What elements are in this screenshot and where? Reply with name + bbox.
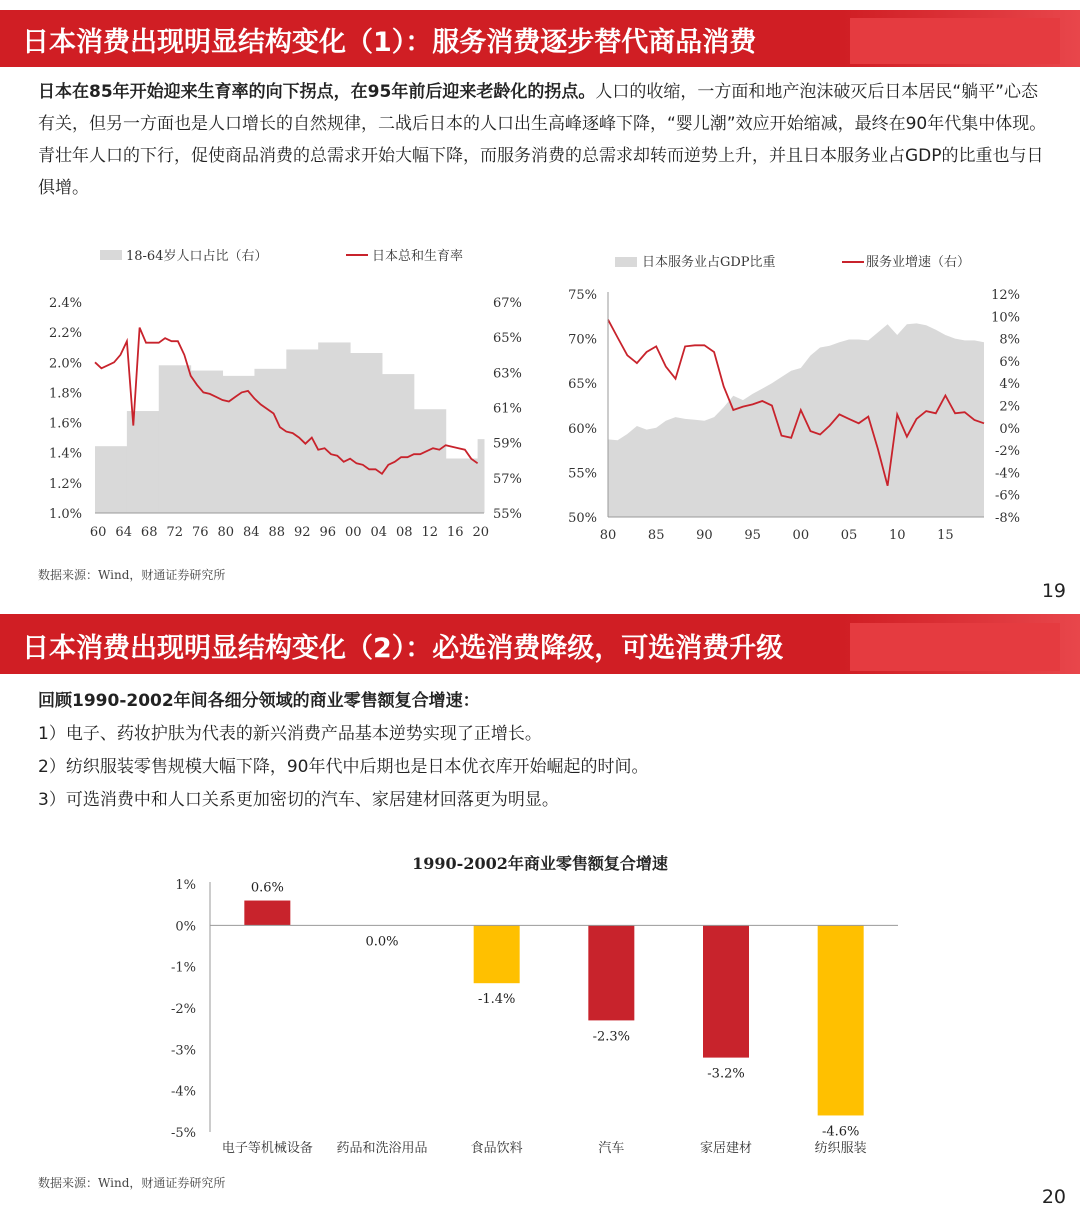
bar-5 bbox=[703, 925, 749, 1057]
y-right-tick-label: 67% bbox=[493, 296, 522, 311]
intro-rest: 人口的收缩，一方面和地产泡沫破灭后日本居民“躺平”心态有关，但另一方面也是人口增长的自然规律，二战后日本的人口出生高峰逐峰下降，“婴儿潮”效应开始缩减，最终在90年代集中体现。青壮年人口的下行，促使商品消费的总需求开始大幅下降，而服务消费的总需求却转而逆势上升，并且日本服务业占GDP的比重也与日俱增。 bbox=[38, 82, 1047, 198]
area-step-8 bbox=[350, 353, 382, 513]
slide-title: 日本消费出现明显结构变化（2）：必选消费降级，可选消费升级 bbox=[22, 633, 784, 664]
y-right-tick-label: 4% bbox=[999, 377, 1020, 393]
y-left-tick-label: 70% bbox=[568, 332, 597, 348]
y-right-tick-label: 59% bbox=[493, 436, 522, 452]
y-left-tick-label: 60% bbox=[568, 421, 597, 437]
y-left-tick-label: 2.2% bbox=[48, 326, 82, 342]
y-left-tick-label: 1.0% bbox=[48, 507, 82, 522]
point-1: 1）电子、药妆护肤为代表的新兴消费产品基本逆势实现了正增长。 bbox=[38, 724, 542, 744]
x-tick-label: 00 bbox=[792, 528, 810, 543]
y-left-tick-label: 1.6% bbox=[48, 416, 82, 432]
x-category-label: 药品和洗浴用品 bbox=[336, 1141, 428, 1156]
y-right-tick-label: 6% bbox=[999, 354, 1020, 370]
y-left-tick-label: 2.4% bbox=[48, 296, 82, 311]
y-left-tick-label: 1.4% bbox=[48, 446, 82, 462]
y-tick-label: -4% bbox=[170, 1084, 196, 1100]
y-left-tick-label: 50% bbox=[568, 511, 597, 526]
slide-header bbox=[0, 614, 1080, 674]
x-tick-label: 64 bbox=[115, 525, 132, 540]
y-left-tick-label: 65% bbox=[568, 377, 597, 393]
legend-label-line: 日本总和生育率 bbox=[372, 249, 464, 264]
area-step-11 bbox=[446, 458, 478, 513]
x-tick-label: 05 bbox=[840, 528, 858, 543]
area-step-2 bbox=[159, 365, 191, 513]
intro-paragraph bbox=[38, 76, 1048, 204]
y-tick-label: -2% bbox=[170, 1002, 196, 1017]
slide-title: 日本消费出现明显结构变化（1）：服务消费逐步替代商品消费 bbox=[22, 27, 757, 58]
slide-19 bbox=[0, 0, 1080, 606]
x-tick-label: 95 bbox=[744, 528, 761, 543]
x-tick-label: 68 bbox=[140, 525, 158, 540]
y-right-tick-label: 8% bbox=[999, 332, 1020, 348]
area-step-7 bbox=[318, 342, 350, 513]
y-left-tick-label: 1.2% bbox=[48, 476, 82, 492]
fertility-chart bbox=[0, 232, 530, 562]
source-note: 数据来源：Wind，财通证券研究所 bbox=[38, 1176, 226, 1190]
x-category-label: 电子等机械设备 bbox=[221, 1141, 313, 1156]
y-left-tick-label: 1.8% bbox=[48, 386, 82, 402]
intro-bold: 日本在85年开始迎来生育率的向下拐点，在95年前后迎来老龄化的拐点。 bbox=[38, 82, 596, 102]
area-step-6 bbox=[286, 349, 318, 513]
y-tick-label: 0% bbox=[175, 919, 196, 935]
x-tick-label: 88 bbox=[268, 525, 286, 540]
y-tick-label: 1% bbox=[175, 878, 196, 893]
population-area-series bbox=[95, 342, 485, 513]
page-number: 19 bbox=[1041, 580, 1066, 602]
x-tick-label: 10 bbox=[888, 528, 906, 543]
area-step-12 bbox=[478, 439, 485, 513]
service-share-area-series bbox=[608, 323, 984, 517]
y-right-tick-label: 0% bbox=[999, 421, 1020, 437]
point-2: 2）纺织服装零售规模大幅下降，90年代中后期也是日本优衣库开始崛起的时间。 bbox=[38, 757, 649, 777]
x-tick-label: 15 bbox=[937, 528, 954, 543]
legend-swatch-area bbox=[615, 257, 637, 267]
x-tick-label: 72 bbox=[166, 525, 183, 540]
area-step-9 bbox=[382, 374, 414, 513]
x-tick-label: 92 bbox=[293, 525, 311, 540]
bar-value-label: 0.0% bbox=[365, 934, 399, 950]
x-tick-label: 04 bbox=[370, 525, 388, 540]
x-tick-label: 00 bbox=[344, 525, 362, 540]
slide-header bbox=[0, 10, 1080, 67]
area-step-4 bbox=[223, 376, 255, 513]
chart1-legend bbox=[100, 248, 463, 264]
x-tick-label: 96 bbox=[319, 525, 337, 540]
point-3: 3）可选消费中和人口关系更加密切的汽车、家居建材回落更为明显。 bbox=[38, 790, 559, 810]
y-left-tick-label: 75% bbox=[568, 288, 597, 303]
header-accent bbox=[850, 18, 1060, 64]
chart2-legend bbox=[615, 254, 970, 270]
x-tick-label: 80 bbox=[599, 528, 617, 543]
bar-series bbox=[244, 881, 863, 1140]
x-tick-label: 80 bbox=[217, 525, 235, 540]
y-tick-label: -5% bbox=[170, 1126, 196, 1141]
y-right-tick-label: 2% bbox=[999, 399, 1020, 415]
bar-6 bbox=[818, 925, 864, 1115]
legend-label-line: 服务业增速（右） bbox=[866, 255, 971, 270]
y-right-tick-label: 12% bbox=[991, 288, 1020, 303]
lead-text: 回顾1990-2002年间各细分领域的商业零售额复合增速： bbox=[38, 691, 480, 711]
y-right-tick-label: 10% bbox=[991, 310, 1020, 326]
y-tick-label: -1% bbox=[170, 960, 196, 976]
y-left-tick-label: 55% bbox=[568, 466, 597, 482]
bar-value-label: -3.2% bbox=[707, 1066, 745, 1082]
y-right-tick-label: -6% bbox=[994, 488, 1020, 504]
y-right-tick-label: 65% bbox=[493, 331, 522, 347]
area-step-1 bbox=[127, 411, 159, 513]
x-tick-label: 16 bbox=[447, 525, 464, 540]
header-accent bbox=[850, 623, 1060, 671]
x-tick-label: 12 bbox=[421, 525, 439, 540]
area-step-0 bbox=[95, 446, 127, 513]
y-right-tick-label: -8% bbox=[994, 511, 1020, 526]
chart-title: 1990-2002年商业零售额复合增速 bbox=[412, 854, 668, 873]
y-right-tick-label: 55% bbox=[493, 507, 522, 522]
area-step-5 bbox=[254, 369, 286, 513]
legend-swatch-area bbox=[100, 250, 122, 260]
bar-value-label: -2.3% bbox=[592, 1029, 631, 1045]
x-tick-label: 20 bbox=[472, 525, 490, 540]
y-right-tick-label: 61% bbox=[493, 401, 522, 417]
page-number: 20 bbox=[1041, 1186, 1066, 1208]
y-right-tick-label: -2% bbox=[994, 444, 1020, 460]
x-tick-label: 84 bbox=[242, 525, 260, 540]
area-step-10 bbox=[414, 409, 446, 513]
bar-value-label: 0.6% bbox=[250, 880, 284, 896]
y-right-tick-label: 57% bbox=[493, 471, 522, 487]
y-right-tick-label: 63% bbox=[493, 366, 522, 382]
area-step-3 bbox=[191, 371, 223, 513]
x-tick-label: 76 bbox=[191, 525, 209, 540]
bar-value-label: -1.4% bbox=[477, 992, 516, 1008]
y-tick-label: -3% bbox=[170, 1043, 196, 1059]
x-tick-label: 60 bbox=[89, 525, 107, 540]
x-tick-label: 90 bbox=[696, 528, 713, 543]
x-category-label: 食品饮料 bbox=[470, 1141, 523, 1156]
source-note: 数据来源：Wind，财通证券研究所 bbox=[38, 568, 226, 582]
retail-growth-chart bbox=[0, 842, 1080, 1182]
bar-4 bbox=[588, 925, 634, 1020]
service-chart bbox=[560, 232, 1080, 562]
bar-value-label: -4.6% bbox=[821, 1124, 860, 1140]
legend-label-area: 18-64岁人口占比（右） bbox=[126, 249, 268, 264]
slide-20 bbox=[0, 606, 1080, 1215]
y-right-tick-label: -4% bbox=[994, 466, 1020, 482]
bar-1 bbox=[244, 901, 290, 926]
x-category-label: 纺织服装 bbox=[814, 1141, 867, 1156]
x-category-label: 家居建材 bbox=[699, 1141, 753, 1156]
legend-label-area: 日本服务业占GDP比重 bbox=[642, 255, 776, 270]
x-tick-label: 85 bbox=[647, 528, 665, 543]
x-tick-label: 08 bbox=[396, 525, 413, 540]
service-share-area bbox=[608, 323, 984, 517]
x-category-label: 汽车 bbox=[598, 1141, 625, 1156]
bar-3 bbox=[474, 925, 520, 983]
y-left-tick-label: 2.0% bbox=[48, 356, 82, 372]
